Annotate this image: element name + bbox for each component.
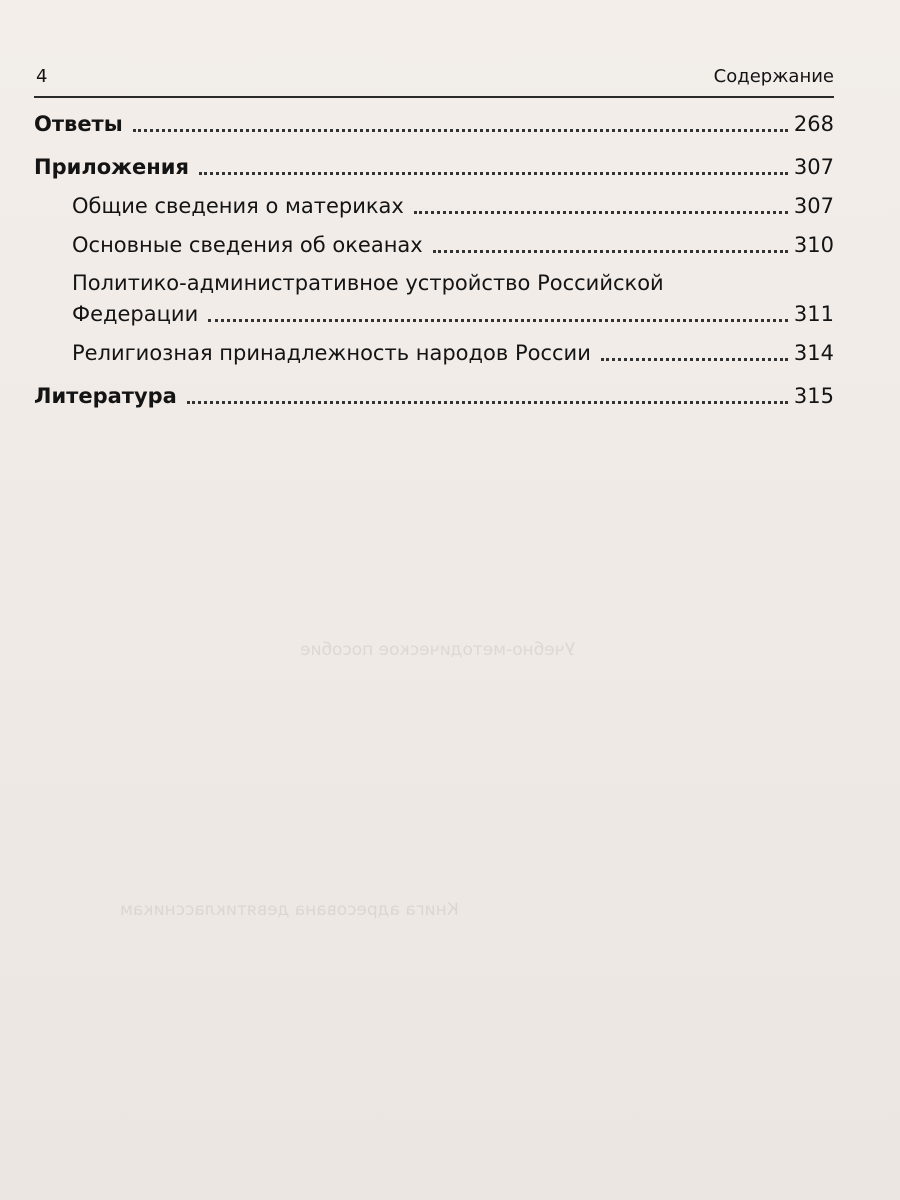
- toc-entry-title: Литература: [34, 384, 177, 408]
- dot-leader: [433, 250, 788, 253]
- toc-entry-title-line1: Политико-административное устройство Российской: [72, 271, 664, 295]
- bleed-through-text: Книга адресована девятиклассникам: [120, 900, 459, 920]
- dot-leader: [208, 319, 788, 322]
- dot-leader: [187, 401, 788, 404]
- toc-entry-page: 307: [793, 194, 834, 218]
- toc-entry-title: Религиозная принадлежность народов России: [72, 341, 591, 365]
- toc-entry-literature[interactable]: [34, 380, 834, 413]
- toc-entry-answers[interactable]: [34, 108, 834, 141]
- toc-entry-continents[interactable]: [34, 190, 834, 223]
- toc-entry-title: Приложения: [34, 155, 189, 179]
- toc-entry-page: 311: [793, 302, 834, 326]
- toc-entry-title: Ответы: [34, 112, 123, 136]
- toc-entry-appendices[interactable]: [34, 151, 834, 184]
- toc-entry-page: 315: [793, 384, 834, 408]
- toc-entry-title: Общие сведения о материках: [72, 194, 404, 218]
- page-header: [34, 66, 834, 98]
- dot-leader: [133, 129, 788, 132]
- toc-entry-federation[interactable]: [34, 268, 834, 331]
- section-title: Содержание: [713, 66, 834, 87]
- toc-entry-page: 307: [793, 155, 834, 179]
- toc-entry-title: Основные сведения об океанах: [72, 233, 423, 257]
- toc-entry-oceans[interactable]: [34, 229, 834, 262]
- table-of-contents: [34, 108, 834, 413]
- dot-leader: [601, 358, 788, 361]
- toc-entry-title-line2: Федерации: [72, 302, 199, 326]
- bleed-through-text: Учебно-методическое пособие: [300, 640, 576, 660]
- toc-entry-religion[interactable]: [34, 337, 834, 370]
- toc-entry-page: 268: [793, 112, 834, 136]
- dot-leader: [199, 172, 788, 175]
- dot-leader: [414, 211, 788, 214]
- page-number: 4: [36, 66, 48, 87]
- toc-entry-page: 310: [793, 233, 834, 257]
- toc-entry-page: 314: [793, 341, 834, 365]
